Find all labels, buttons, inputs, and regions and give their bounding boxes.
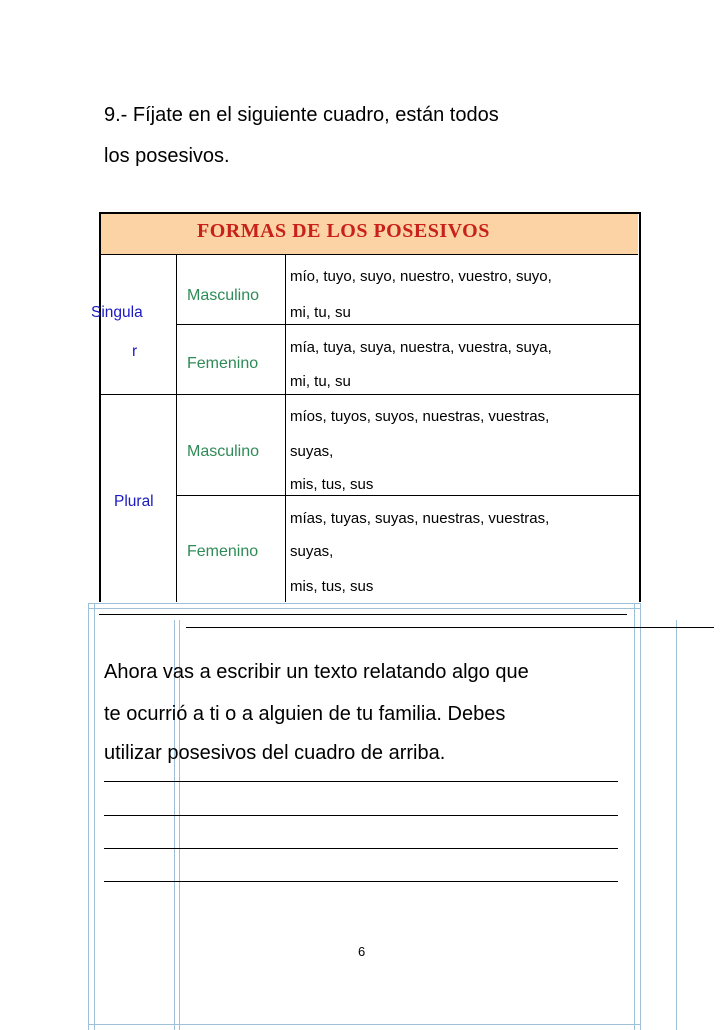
page-number: 6 [358,944,366,959]
forms-row-2-line-2: mi, tu, su [290,373,351,390]
gender-masculino-plural: Masculino [187,443,260,460]
frame-right-inner [634,603,635,1030]
frame-top [88,603,640,604]
frame-right-outer [640,603,641,1030]
frame-left-inner [94,603,95,1030]
table-border-right [639,212,641,602]
writing-prompt-line-2: te ocurrió a ti o a alguien de tu familia. Debes [104,703,506,725]
table-title: FORMAS DE LOS POSESIVOS [197,220,490,242]
writing-line-2[interactable] [104,815,618,816]
frame-col-3 [676,620,677,1030]
forms-row-1-line-2: mi, tu, su [290,304,351,321]
forms-row-3-line-1: míos, tuyos, suyos, nuestras, vuestras, [290,408,550,425]
frame-left-outer [88,603,89,1030]
instruction-line-2: los posesivos. [104,145,230,167]
frame-bottom [88,1024,640,1025]
instruction-line-1: 9.- Fíjate en el siguiente cuadro, están todos [104,104,499,126]
forms-row-4-line-2: suyas, [290,543,334,560]
divider-rule-1 [99,614,627,615]
frame-top-2 [88,608,640,609]
singular-label-2: r [132,343,138,360]
row-divider-2 [99,394,639,395]
writing-line-1[interactable] [104,781,618,782]
row-divider-1 [177,324,639,325]
writing-prompt-line-1: Ahora vas a escribir un texto relatando algo que [104,661,529,683]
gender-masculino-singular: Masculino [187,287,260,304]
row-divider-3 [177,495,639,496]
table-header [101,214,638,255]
forms-row-3-line-3: mis, tus, sus [290,476,374,493]
col-divider-2 [285,254,286,602]
gender-femenino-singular: Femenino [187,355,259,372]
gender-femenino-plural: Femenino [187,543,259,560]
writing-line-4[interactable] [104,881,618,882]
writing-prompt-line-3: utilizar posesivos del cuadro de arriba. [104,742,446,764]
forms-row-2-line-1: mía, tuya, suya, nuestra, vuestra, suya, [290,339,552,356]
forms-row-4-line-1: mías, tuyas, suyas, nuestras, vuestras, [290,510,550,527]
table-border-top [99,212,641,214]
singular-label-1: Singula [91,304,143,321]
table-border-left [99,212,101,602]
divider-rule-2 [186,627,714,628]
plural-label: Plural [114,493,154,510]
forms-row-3-line-2: suyas, [290,443,334,460]
possessives-table [91,212,642,602]
forms-row-1-line-1: mío, tuyo, suyo, nuestro, vuestro, suyo, [290,268,552,285]
writing-line-3[interactable] [104,848,618,849]
forms-row-4-line-3: mis, tus, sus [290,578,374,595]
col-divider-1 [176,254,177,602]
